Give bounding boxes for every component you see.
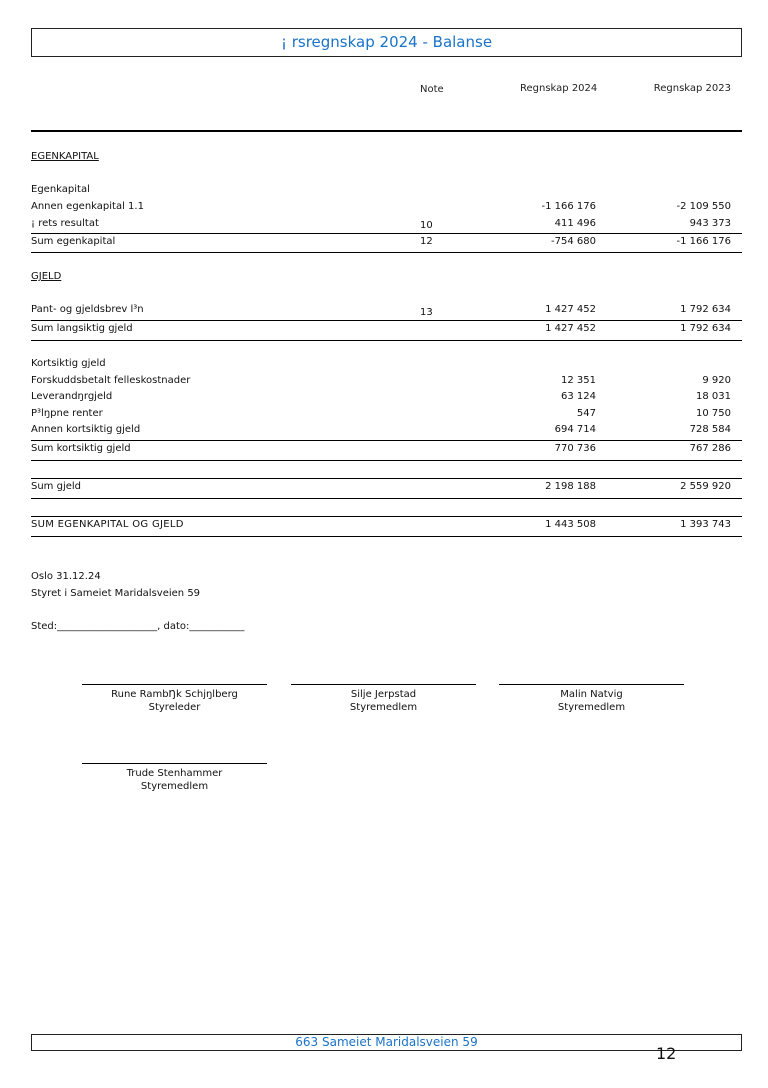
signature-role: Styreleder bbox=[148, 702, 201, 713]
page-number: 12 bbox=[656, 1044, 677, 1063]
row-label: Pant- og gjeldsbrev l³n bbox=[31, 304, 144, 315]
section-heading-gjeld: GJELD bbox=[31, 271, 62, 282]
row-label: Sum langsiktig gjeld bbox=[31, 323, 133, 334]
row-value-2024: 547 bbox=[576, 408, 596, 419]
signature-line bbox=[499, 684, 684, 685]
row-label: Sum gjeld bbox=[31, 481, 82, 492]
row-value-2023: 767 286 bbox=[689, 443, 731, 454]
row-value-2024: 63 124 bbox=[561, 391, 596, 402]
place-date: Oslo 31.12.24 bbox=[31, 571, 101, 582]
sted-dato-line: Sted:____________________, dato:___________ bbox=[31, 621, 245, 632]
row-label: Sum egenkapital bbox=[31, 236, 116, 247]
header-rule bbox=[31, 130, 742, 132]
signature-role: Styremedlem bbox=[349, 702, 418, 713]
row-label: Annen egenkapital 1.1 bbox=[31, 201, 144, 212]
page-footer: 663 Sameiet Maridalsveien 59 bbox=[31, 1034, 742, 1051]
row-label: P³lŋpne renter bbox=[31, 408, 103, 419]
row-value-2024: 411 496 bbox=[554, 218, 596, 229]
row-value-2024: -754 680 bbox=[551, 236, 596, 247]
signature-name: Trude Stenhammer bbox=[126, 768, 223, 779]
row-rule bbox=[31, 340, 742, 341]
row-label: Sum kortsiktig gjeld bbox=[31, 443, 131, 454]
row-value-2024: 694 714 bbox=[554, 424, 596, 435]
row-note: 12 bbox=[420, 236, 433, 247]
row-rule bbox=[31, 478, 742, 479]
signature-role: Styremedlem bbox=[557, 702, 626, 713]
row-value-2024: 770 736 bbox=[554, 443, 596, 454]
row-rule bbox=[31, 320, 742, 321]
row-value-2023: 1 393 743 bbox=[680, 519, 731, 530]
row-rule bbox=[31, 460, 742, 461]
row-label: Annen kortsiktig gjeld bbox=[31, 424, 141, 435]
column-header-2024: Regnskap 2024 bbox=[520, 83, 598, 94]
row-rule bbox=[31, 536, 742, 537]
row-note: 10 bbox=[420, 220, 433, 231]
row-label: Leverandŋrgjeld bbox=[31, 391, 113, 402]
row-value-2023: 10 750 bbox=[696, 408, 731, 419]
row-value-2024: 1 443 508 bbox=[545, 519, 596, 530]
subheading-egenkapital: Egenkapital bbox=[31, 184, 90, 195]
signature-role: Styremedlem bbox=[140, 781, 209, 792]
row-rule bbox=[31, 498, 742, 499]
row-value-2024: 1 427 452 bbox=[545, 323, 596, 334]
row-value-2024: 1 427 452 bbox=[545, 304, 596, 315]
signature-line bbox=[291, 684, 476, 685]
row-value-2023: 1 792 634 bbox=[680, 304, 731, 315]
signature-block bbox=[499, 688, 684, 714]
row-value-2023: 18 031 bbox=[696, 391, 731, 402]
row-label: SUM EGENKAPITAL OG GJELD bbox=[31, 519, 184, 530]
row-value-2023: 2 559 920 bbox=[680, 481, 731, 492]
signature-line bbox=[82, 763, 267, 764]
row-value-2024: 2 198 188 bbox=[545, 481, 596, 492]
row-rule bbox=[31, 252, 742, 253]
row-note: 13 bbox=[420, 307, 433, 318]
section-heading-egenkapital: EGENKAPITAL bbox=[31, 151, 99, 162]
row-label: Forskuddsbetalt felleskostnader bbox=[31, 375, 191, 386]
signature-name: Rune RambŊk Schjŋlberg bbox=[111, 689, 238, 700]
row-value-2023: -1 166 176 bbox=[676, 236, 731, 247]
subheading-kortsiktig: Kortsiktig gjeld bbox=[31, 358, 106, 369]
row-rule bbox=[31, 516, 742, 517]
row-value-2023: -2 109 550 bbox=[676, 201, 731, 212]
column-header-2023: Regnskap 2023 bbox=[653, 83, 731, 94]
signature-name: Silje Jerpstad bbox=[350, 689, 417, 700]
board-name: Styret i Sameiet Maridalsveien 59 bbox=[31, 588, 201, 599]
signature-block bbox=[82, 688, 267, 714]
row-rule bbox=[31, 440, 742, 441]
signature-block bbox=[82, 767, 267, 793]
row-value-2023: 9 920 bbox=[702, 375, 731, 386]
signature-line bbox=[82, 684, 267, 685]
row-value-2023: 943 373 bbox=[689, 218, 731, 229]
page-title: ¡ rsregnskap 2024 - Balanse bbox=[31, 28, 742, 57]
row-value-2024: -1 166 176 bbox=[541, 201, 596, 212]
column-header-note: Note bbox=[420, 84, 444, 95]
signature-name: Malin Natvig bbox=[560, 689, 623, 700]
row-value-2024: 12 351 bbox=[561, 375, 596, 386]
row-value-2023: 728 584 bbox=[689, 424, 731, 435]
row-label: ¡ rets resultat bbox=[31, 218, 99, 229]
row-rule bbox=[31, 233, 742, 234]
row-value-2023: 1 792 634 bbox=[680, 323, 731, 334]
signature-block bbox=[291, 688, 476, 714]
